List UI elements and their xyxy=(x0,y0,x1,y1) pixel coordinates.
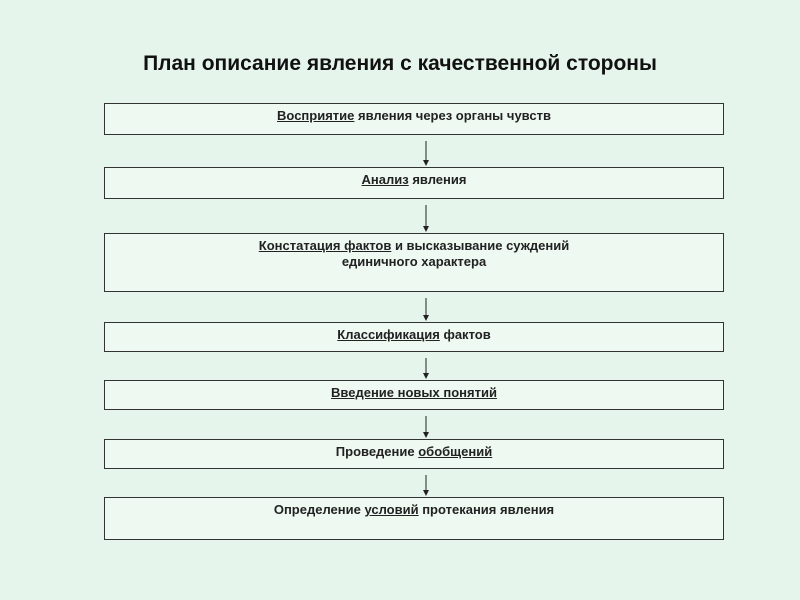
step-text-part: Определение xyxy=(273,502,365,517)
arrow-head xyxy=(423,315,429,321)
step-text-part: Констатация фактов xyxy=(258,238,392,253)
step-text-part: условий xyxy=(364,502,419,517)
step-box-1 xyxy=(104,103,724,135)
step-text-part: и высказывание суждений xyxy=(391,238,570,253)
step-box-2 xyxy=(104,167,724,199)
step-text-part: фактов xyxy=(439,327,491,342)
arrow-head xyxy=(423,160,429,166)
step-box-7 xyxy=(104,497,724,540)
arrow-head xyxy=(423,226,429,232)
step-text-part: Введение новых понятий xyxy=(331,385,497,400)
step-text-part: единичного характера xyxy=(341,254,487,269)
step-box-5 xyxy=(104,380,724,410)
step-box-6 xyxy=(104,439,724,469)
step-box-3 xyxy=(104,233,724,292)
diagram-title: План описание явления с качественной стороны xyxy=(143,52,657,75)
step-text-part: Классификация xyxy=(337,327,440,342)
step-text-part: Восприятие xyxy=(277,108,355,123)
step-text-part: обобщений xyxy=(418,444,493,459)
step-text-part: явления через органы чувств xyxy=(354,108,551,123)
step-text-part: Анализ xyxy=(361,172,409,187)
arrow-head xyxy=(423,432,429,438)
step-text-part: протекания явления xyxy=(418,502,555,517)
step-box-4 xyxy=(104,322,724,352)
arrow-head xyxy=(423,490,429,496)
arrow-head xyxy=(423,373,429,379)
step-text-part: Проведение xyxy=(335,444,419,459)
step-text-part: явления xyxy=(408,172,467,187)
